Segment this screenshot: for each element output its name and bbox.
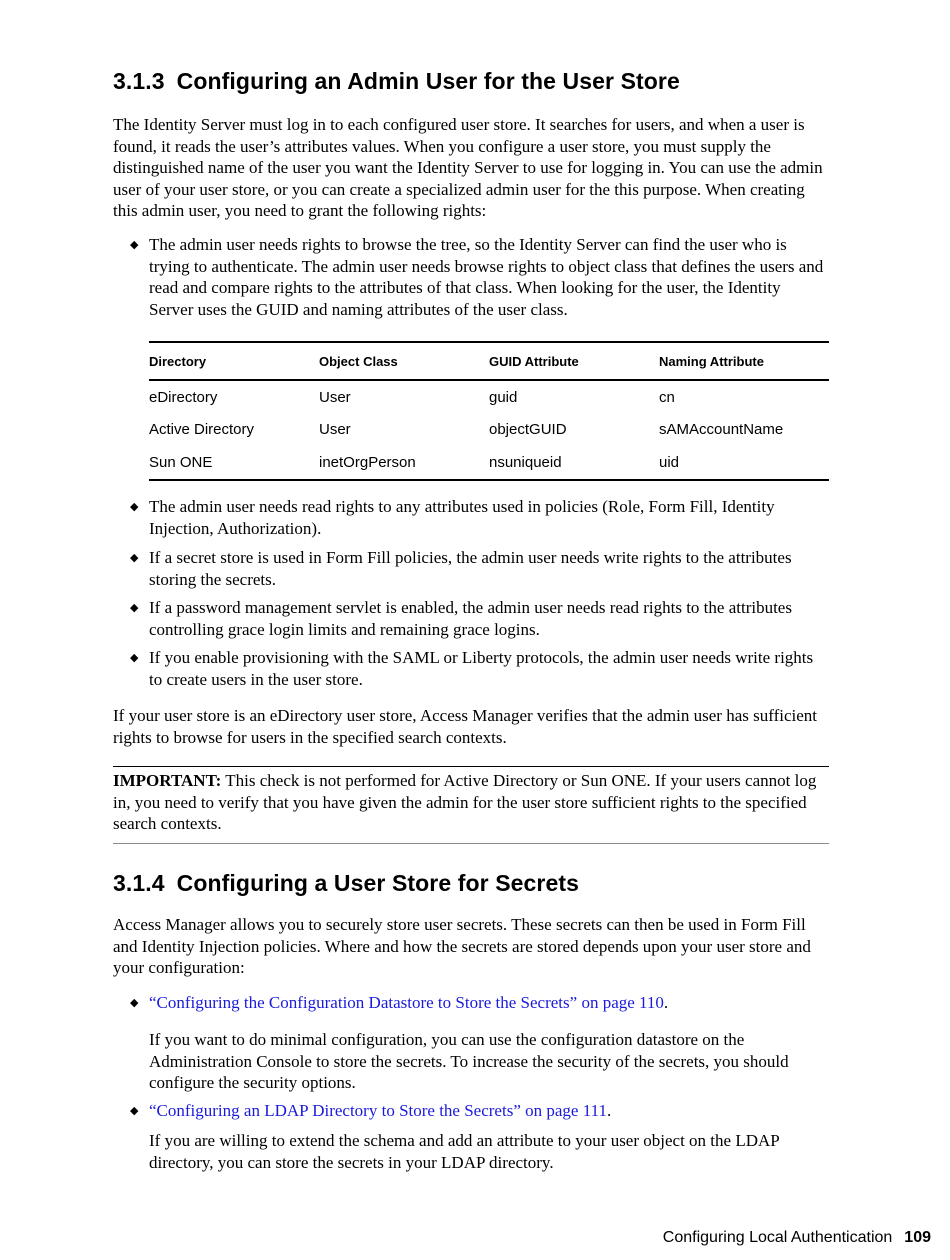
xref-link-configuration-datastore[interactable]: “Configuring the Configuration Datastore to Store the Secrets” on page 110	[149, 993, 664, 1012]
bullet-item	[113, 647, 829, 690]
section-heading-3-1-3	[113, 68, 680, 95]
page-number: 109	[904, 1229, 931, 1246]
intro-paragraph: The Identity Server must log in to each configured user store. It searches for users, and when a user is found, it reads the user’s attributes values. When you configure a user store, you must supply the distinguished name of the user you want the Identity Server to use for logging in. You can use the admin user of your user store, or you can create a specialized admin user for the this purpose. When creating this admin user, you need to grant the following rights:	[113, 115, 823, 220]
bullet-text: If a secret store is used in Form Fill policies, the admin user needs write rights to the attributes storing the secrets.	[149, 548, 792, 589]
bullet-link-line: “Configuring the Configuration Datastore to Store the Secrets” on page 110.	[149, 993, 669, 1012]
table-cell: sAMAccountName	[659, 421, 784, 439]
link-description: If you want to do minimal configuration, you can use the configuration datastore on the Administration Console to store the secrets. To increase the security of the secrets, you should configure the security options.	[149, 1030, 789, 1092]
bullet-item	[113, 1100, 829, 1122]
table-cell: uid	[659, 446, 829, 480]
bullet-icon: ◆	[130, 652, 139, 664]
bullet-item	[113, 234, 829, 320]
bullet-icon: ◆	[130, 602, 139, 614]
section-number: 3.1.4	[113, 870, 165, 896]
section-title: Configuring a User Store for Secrets	[176, 870, 580, 896]
table-row	[149, 446, 829, 480]
bullet-icon: ◆	[130, 239, 139, 251]
bullet-item	[113, 597, 829, 640]
column-header: Object Class	[319, 342, 489, 380]
bullet-icon: ◆	[130, 997, 139, 1009]
section-number: 3.1.3	[113, 68, 165, 94]
closing-paragraph: If your user store is an eDirectory user store, Access Manager verifies that the admin user has sufficient rights to browse for users in the specified search contexts.	[113, 706, 818, 747]
bullet-icon: ◆	[130, 501, 139, 513]
table-cell: eDirectory	[149, 388, 218, 406]
xref-link-ldap-directory[interactable]: “Configuring an LDAP Directory to Store the Secrets” on page 111	[149, 1101, 607, 1120]
bullet-item	[113, 496, 829, 539]
bullet-link-line: “Configuring an LDAP Directory to Store the Secrets” on page 111.	[149, 1101, 612, 1120]
bullet-icon: ◆	[130, 1105, 139, 1117]
table-cell: inetOrgPerson	[319, 446, 489, 480]
column-header: Naming Attribute	[659, 342, 829, 380]
table-cell: User	[319, 388, 351, 406]
bullet-item	[113, 992, 829, 1014]
table-row	[149, 380, 829, 414]
important-note-text	[113, 770, 829, 835]
section-heading-3-1-4	[113, 870, 579, 897]
bullet-item	[113, 547, 829, 590]
intro-paragraph: Access Manager allows you to securely store user secrets. These secrets can then be used in Form Fill and Identity Injection policies. Where and how the secrets are stored depends upon your user store and your configuration:	[113, 915, 811, 977]
directory-attributes-table	[149, 341, 829, 481]
bullet-text: If a password management servlet is enabled, the admin user needs read rights to the attributes controlling grace login limits and remaining grace logins.	[149, 598, 792, 639]
table-header-row	[149, 342, 829, 380]
section-title: Configuring an Admin User for the User Store	[176, 68, 680, 94]
table-row	[149, 414, 829, 447]
table-cell: User	[319, 421, 351, 439]
table-cell: Sun ONE	[149, 446, 319, 480]
bullet-text: If you enable provisioning with the SAML or Liberty protocols, the admin user needs write rights to create users in the user store.	[149, 648, 814, 689]
table-cell: nsuniqueid	[489, 446, 659, 480]
table-cell: cn	[659, 388, 675, 406]
important-label: IMPORTANT:	[113, 771, 222, 790]
bullet-text: The admin user needs read rights to any attributes used in policies (Role, Form Fill, Identity Injection, Authorization).	[149, 497, 775, 538]
table-cell: objectGUID	[489, 421, 567, 439]
important-note	[113, 766, 829, 844]
important-text: This check is not performed for Active Directory or Sun ONE. If your users cannot log in, you need to verify that you have given the admin for the user store sufficient rights to the specified search contexts.	[113, 771, 817, 833]
link-description: If you are willing to extend the schema and add an attribute to your user object on the LDAP directory, you can store the secrets in your LDAP directory.	[149, 1131, 780, 1172]
bullet-icon: ◆	[130, 552, 139, 564]
page-footer	[663, 1229, 931, 1247]
column-header: Directory	[149, 342, 319, 380]
column-header: GUID Attribute	[489, 342, 659, 380]
footer-chapter-title: Configuring Local Authentication	[662, 1229, 893, 1246]
table-cell: guid	[489, 388, 518, 406]
table-cell: Active Directory	[149, 421, 255, 439]
bullet-text: The admin user needs rights to browse the tree, so the Identity Server can find the user who is trying to authenticate. The admin user needs browse rights to object class that defines the users and read and compare rights to the attributes of that class. When looking for the user, the Identity Server uses the GUID and naming attributes of the user class.	[149, 235, 824, 319]
